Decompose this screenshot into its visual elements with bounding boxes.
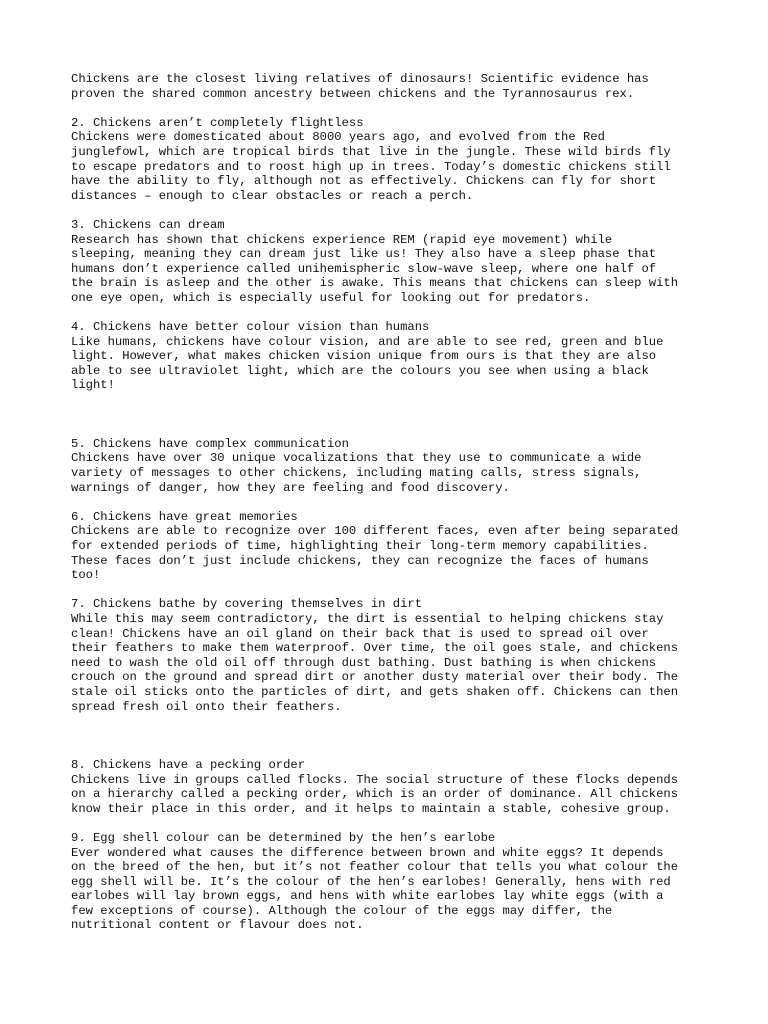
text-line: proven the shared common ancestry between chickens and the Tyrannosaurus rex.	[71, 86, 635, 101]
text-line: the brain is asleep and the other is awake. This means that chickens can sleep with	[71, 276, 679, 291]
text-line: Chickens live in groups called flocks. The social structure of these flocks depends	[71, 772, 679, 787]
document-page	[71, 72, 711, 933]
text-line: Chickens were domesticated about 8000 years ago, and evolved from the Red	[71, 130, 605, 145]
text-line: need to wash the old oil off through dust bathing. Dust bathing is when chickens	[71, 655, 657, 670]
section-heading: 6. Chickens have great memories	[71, 509, 298, 524]
text-line: on the breed of the hen, but it’s not feather colour that tells you what colour the	[71, 860, 679, 875]
text-line: for extended periods of time, highlighting their long-term memory capabilities.	[71, 539, 649, 554]
section-dream	[71, 218, 711, 306]
text-line: warnings of danger, how they are feeling and food discovery.	[71, 480, 510, 495]
section-heading: 3. Chickens can dream	[71, 217, 225, 232]
text-line: Research has shown that chickens experience REM (rapid eye movement) while	[71, 232, 613, 247]
section-egg-shell	[71, 831, 711, 933]
text-line: variety of messages to other chickens, including mating calls, stress signals,	[71, 466, 642, 481]
section-heading: 2. Chickens aren’t completely flightless	[71, 115, 364, 130]
text-line: light!	[71, 378, 115, 393]
text-line: to escape predators and to roost high up in trees. Today’s domestic chickens still	[71, 159, 671, 174]
section-memories	[71, 510, 711, 583]
text-line: too!	[71, 568, 101, 583]
section-flight	[71, 116, 711, 204]
section-heading: 8. Chickens have a pecking order	[71, 757, 306, 772]
text-line: know their place in this order, and it helps to maintain a stable, cohesive group.	[71, 801, 671, 816]
text-line: Like humans, chickens have colour vision, and are able to see red, green and blue	[71, 334, 664, 349]
text-line: junglefowl, which are tropical birds that live in the jungle. These wild birds fly	[71, 144, 671, 159]
section-heading: 4. Chickens have better colour vision than humans	[71, 320, 430, 335]
text-line: their feathers to make them waterproof. Over time, the oil goes stale, and chickens	[71, 641, 679, 656]
text-line: one eye open, which is especially useful for looking out for predators.	[71, 290, 591, 305]
text-line: stale oil sticks onto the particles of dirt, and gets shaken off. Chickens can then	[71, 684, 679, 699]
text-line: Chickens are able to recognize over 100 different faces, even after being separated	[71, 524, 679, 539]
text-line: clean! Chickens have an oil gland on their back that is used to spread oil over	[71, 626, 649, 641]
text-line: distances – enough to clear obstacles or reach a perch.	[71, 188, 474, 203]
text-line: humans don’t experience called unihemispheric slow-wave sleep, where one half of	[71, 261, 657, 276]
text-line: able to see ultraviolet light, which are the colours you see when using a black	[71, 363, 649, 378]
section-heading: 7. Chickens bathe by covering themselves in dirt	[71, 597, 423, 612]
text-line: Chickens are the closest living relatives of dinosaurs! Scientific evidence has	[71, 72, 649, 86]
text-line: Ever wondered what causes the difference between brown and white eggs? It depends	[71, 845, 664, 860]
text-line: light. However, what makes chicken vision unique from ours is that they are also	[71, 349, 657, 364]
intro-paragraph	[71, 72, 711, 101]
text-line: few exceptions of course). Although the colour of the eggs may differ, the	[71, 903, 613, 918]
section-pecking-order	[71, 758, 711, 816]
text-line: nutritional content or flavour does not.	[71, 918, 364, 933]
text-line: Chickens have over 30 unique vocalizations that they use to communicate a wide	[71, 451, 642, 466]
text-line: on a hierarchy called a pecking order, which is an order of dominance. All chickens	[71, 787, 679, 802]
text-line: have the ability to fly, although not as effectively. Chickens can fly for short	[71, 174, 657, 189]
section-communication	[71, 437, 711, 495]
text-line: These faces don’t just include chickens, they can recognize the faces of humans	[71, 553, 649, 568]
text-line: crouch on the ground and spread dirt or another dusty material over their body. The	[71, 670, 679, 685]
text-line: While this may seem contradictory, the dirt is essential to helping chickens stay	[71, 611, 664, 626]
section-dust-bathing	[71, 597, 711, 714]
section-heading: 5. Chickens have complex communication	[71, 436, 349, 451]
text-line: earlobes will lay brown eggs, and hens with white earlobes lay white eggs (with a	[71, 889, 664, 904]
text-line: spread fresh oil onto their feathers.	[71, 699, 342, 714]
text-line: sleeping, meaning they can dream just like us! They also have a sleep phase that	[71, 247, 657, 262]
text-line: egg shell will be. It’s the colour of the hen’s earlobes! Generally, hens with red	[71, 874, 671, 889]
section-colour-vision	[71, 320, 711, 393]
section-heading: 9. Egg shell colour can be determined by the hen’s earlobe	[71, 830, 496, 845]
